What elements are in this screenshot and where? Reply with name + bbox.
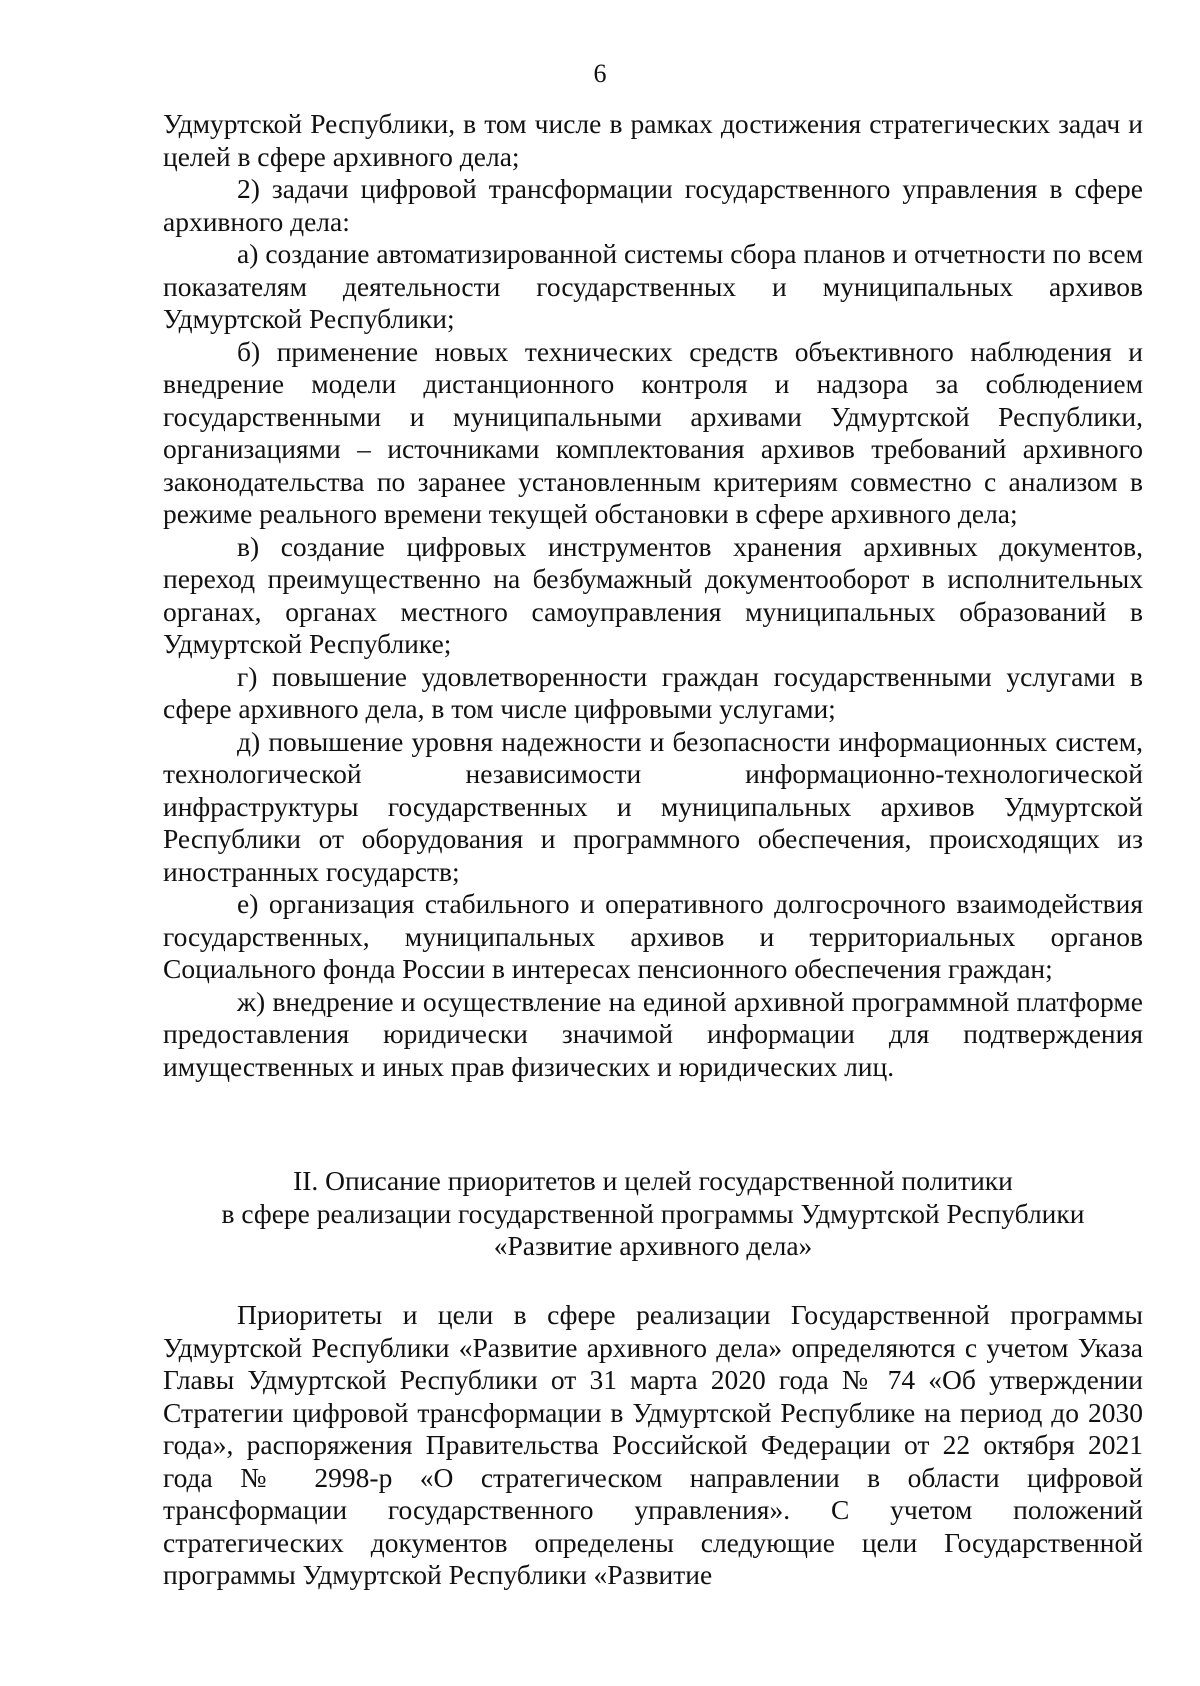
list-item: а) создание автоматизированной системы сбора планов и отчетности по всем показателям деятельности государственных и муниципальных архивов Удмуртской Республики; xyxy=(163,238,1143,334)
list-item: б) применение новых технических средств объективного наблюдения и внедрение модели дистанционного контроля и надзора за соблюдением государственными и муниципальными архивами Удмуртской Республики, организациями – источниками комплектования архивов требований архивного законодательства по заранее установленным критериям совместно с анализом в режиме реального времени текущей обстановки в сфере архивного дела; xyxy=(163,335,1143,529)
section-heading xyxy=(163,1165,1143,1263)
paragraph: 2) задачи цифровой трансформации государственного управления в сфере архивного дела: xyxy=(163,173,1143,237)
list-item: д) повышение уровня надежности и безопасности информационных систем, технологической независимости информационно-технологической инфраструктуры государственных и муниципальных архивов Удмуртской Республики от оборудования и программного обеспечения, происходящих из иностранных государств; xyxy=(163,725,1143,887)
page-number: 6 xyxy=(593,59,607,88)
list-item: в) создание цифровых инструментов хранения архивных документов, переход преимущественно на безбумажный документооборот в исполнительных органах, органах местного самоуправления муниципальных образований в Удмуртской Республике; xyxy=(163,530,1143,659)
paragraph: Приоритеты и цели в сфере реализации Государственной программы Удмуртской Республики «Развитие архивного дела» определяются с учетом Указа Главы Удмуртской Республики от 31 марта 2020 года № 74 «Об утверждении Стратегии цифровой трансформации в Удмуртской Республике на период до 2030 года», распоряжения Правительства Российской Федерации от 22 октября 2021 года № 2998-р «О стратегическом направлении в области цифровой трансформации государственного управления». С учетом положений стратегических документов определены следующие цели Государственной программы Удмуртской Республики «Развитие xyxy=(163,1299,1143,1590)
list-body xyxy=(163,108,1143,1083)
list-item: е) организация стабильного и оперативного долгосрочного взаимодействия государственных, муниципальных архивов и территориальных органов Социального фонда России в интересах пенсионного обеспечения граждан; xyxy=(163,888,1143,984)
paragraph: Удмуртской Республики, в том числе в рамках достижения стратегических задач и целей в сфере архивного дела; xyxy=(163,108,1143,172)
section-body xyxy=(163,1299,1143,1592)
section-heading-line: «Развитие архивного дела» xyxy=(493,1230,813,1261)
list-item: ж) внедрение и осуществление на единой архивной программной платформе предоставления юридически значимой информации для подтверждения имущественных и иных прав физических и юридических лиц. xyxy=(163,985,1143,1082)
list-item: г) повышение удовлетворенности граждан государственными услугами в сфере архивного дела, в том числе цифровыми услугами; xyxy=(163,660,1143,724)
section-heading-line: в сфере реализации государственной программы Удмуртской Республики xyxy=(221,1197,1085,1229)
section-heading-line: II. Описание приоритетов и целей государственной политики xyxy=(293,1165,1013,1196)
